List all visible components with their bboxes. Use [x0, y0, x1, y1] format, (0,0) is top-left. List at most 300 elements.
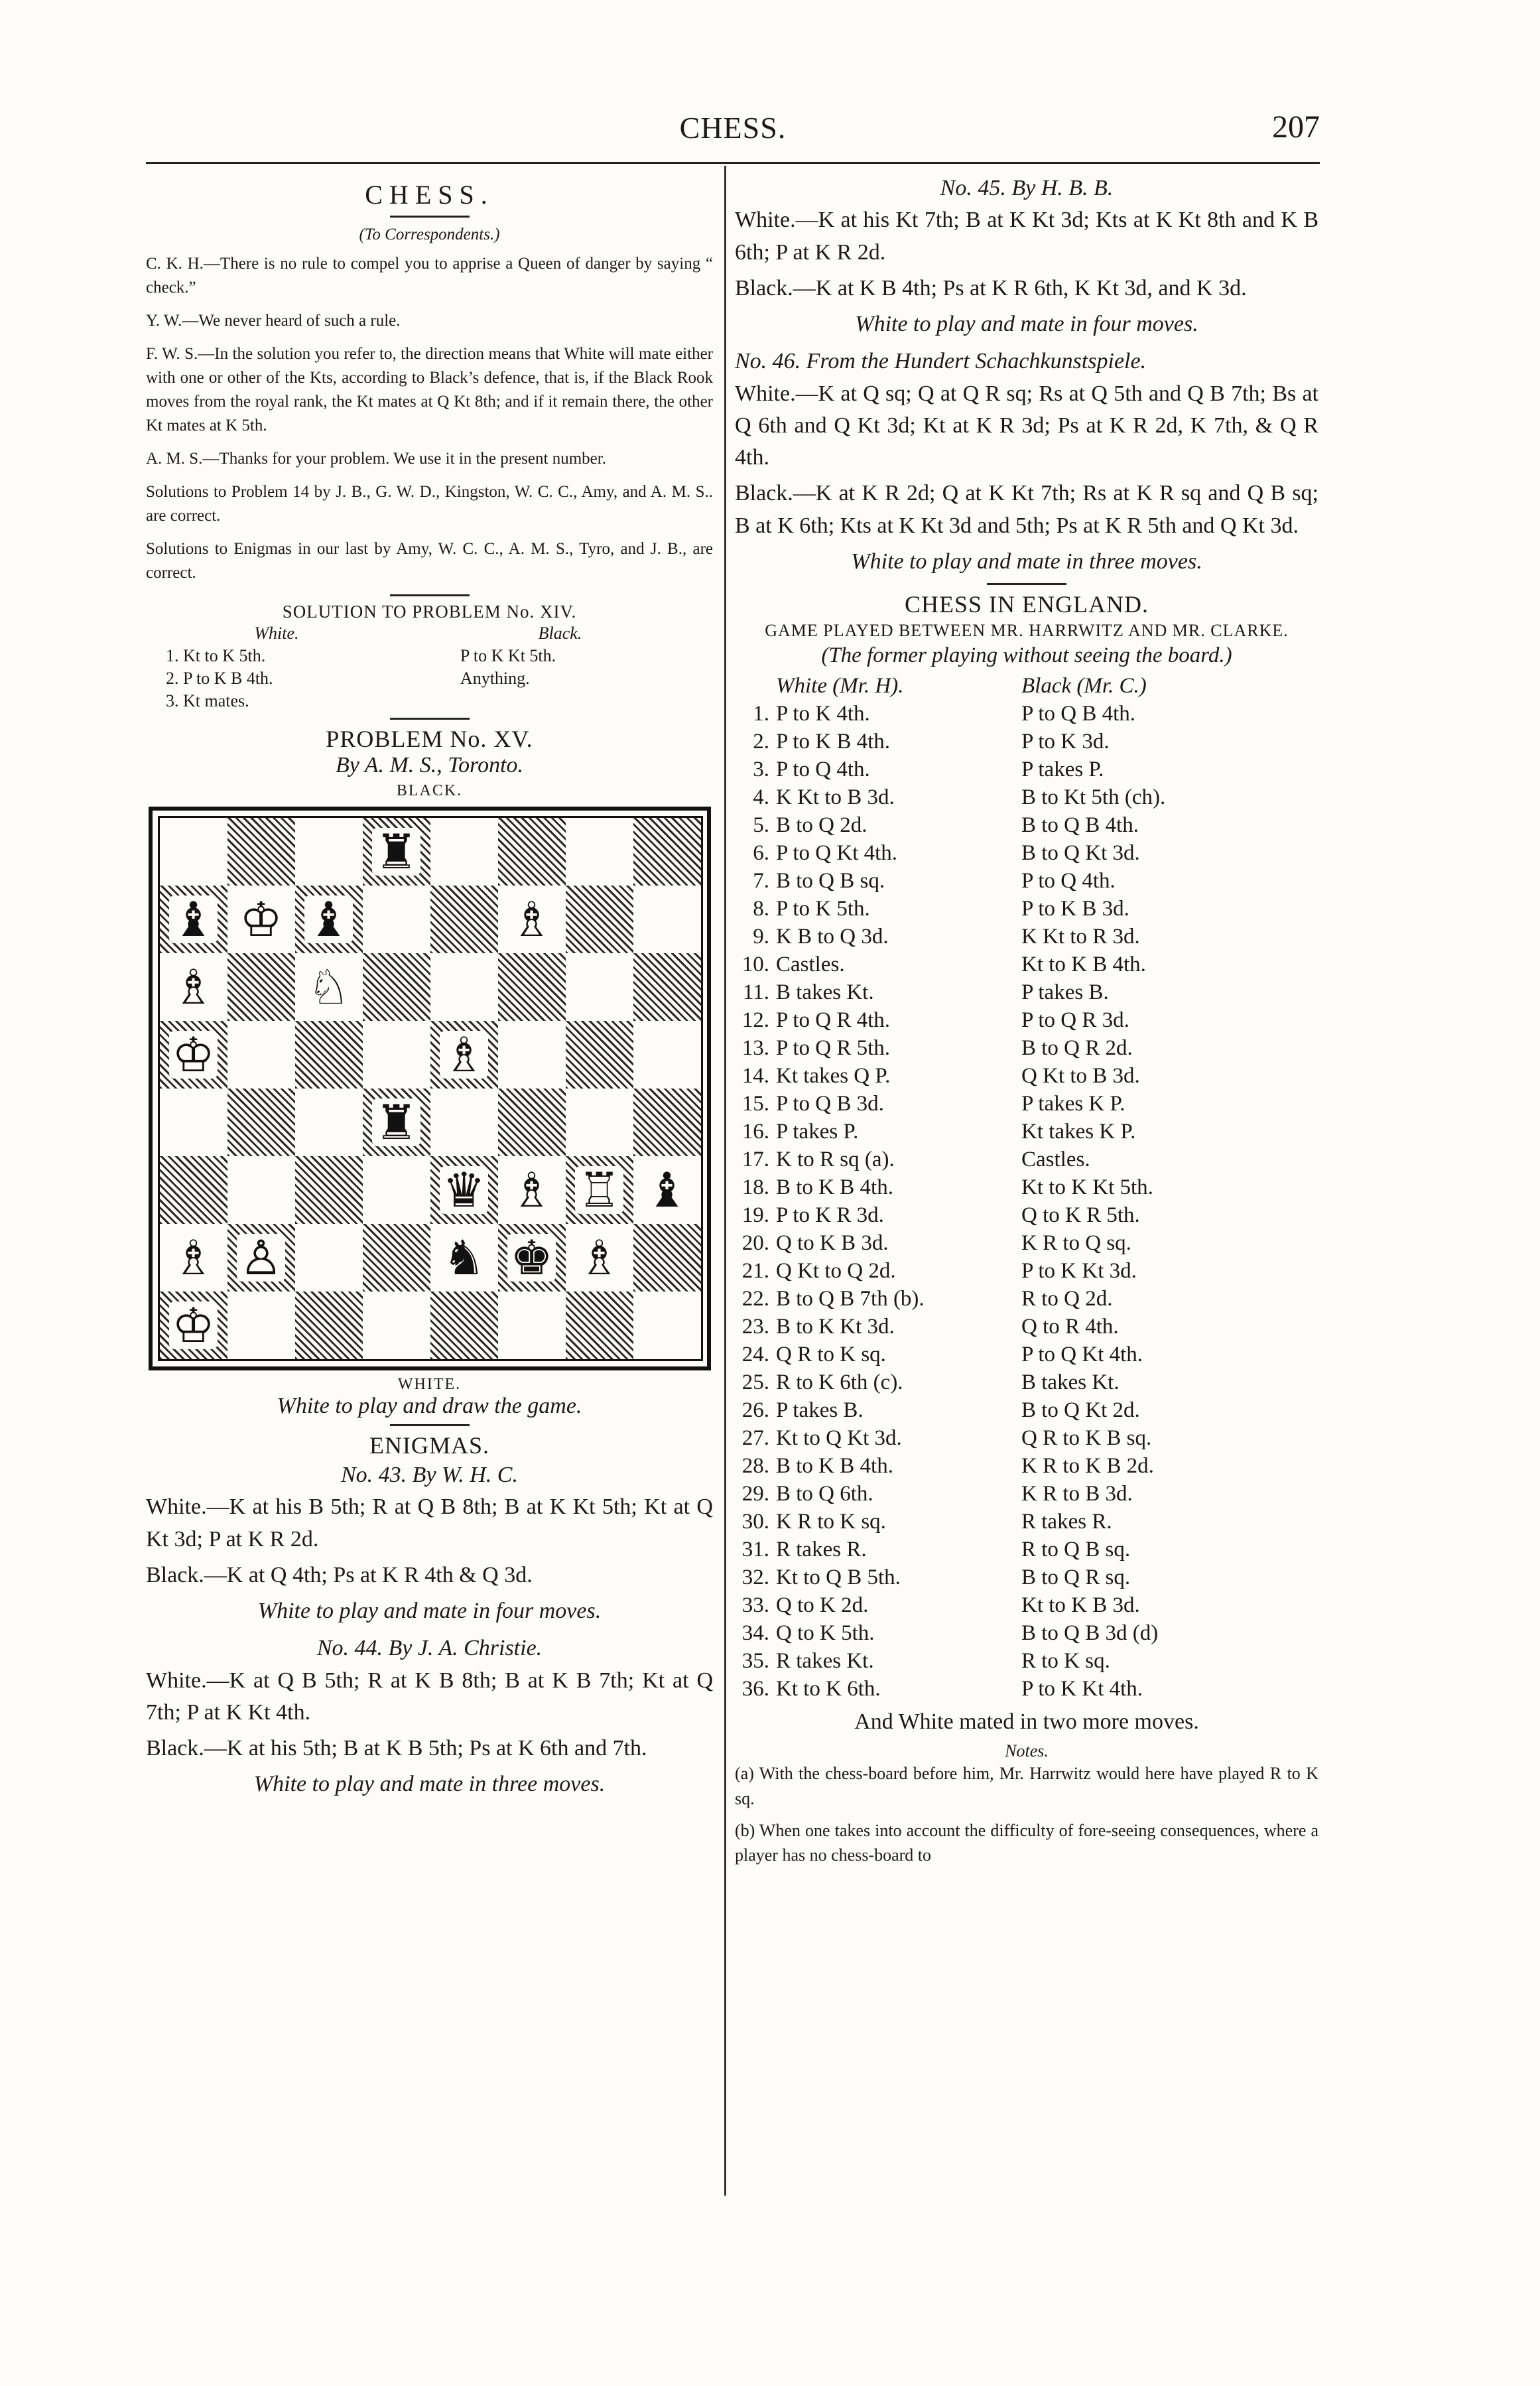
short-rule	[987, 583, 1066, 585]
chess-piece-icon: ♗	[578, 1230, 621, 1286]
game-move-row	[735, 700, 1318, 728]
game-header-row	[735, 672, 1318, 700]
board-square	[498, 1156, 566, 1224]
board-square	[227, 1156, 295, 1224]
correspondent-note: A. M. S.—Thanks for your problem. We use it in the present number.	[146, 450, 606, 468]
white-move: P to Q Kt 4th.	[776, 841, 898, 866]
white-move: R to K 6th (c).	[776, 1370, 903, 1395]
page-header	[146, 106, 1320, 159]
black-move: P takes K P.	[1021, 1092, 1125, 1116]
white-move: P to Q R 4th.	[776, 1008, 891, 1033]
move-number: 34.	[741, 1621, 769, 1646]
game-move-row	[735, 756, 1318, 783]
move-number: 33.	[741, 1593, 769, 1618]
board-square	[430, 1292, 498, 1359]
header-rule	[146, 162, 1320, 164]
board-square	[363, 1089, 430, 1156]
board-square	[227, 886, 295, 953]
board-square	[633, 886, 701, 953]
board-square	[227, 1021, 295, 1089]
game-move-row	[735, 1368, 1318, 1396]
board-square	[363, 818, 430, 886]
game-move-row	[735, 923, 1318, 951]
black-move: Q Kt to B 3d.	[1021, 1064, 1140, 1089]
game-move-row	[735, 1201, 1318, 1229]
board-square	[633, 1156, 701, 1224]
game-move-row	[735, 1647, 1318, 1675]
chess-piece-icon: ♘	[307, 959, 350, 1015]
board-square	[363, 953, 430, 1021]
solution-white-label: White.	[254, 624, 299, 643]
board-square	[498, 818, 566, 886]
move-number: 36.	[741, 1677, 769, 1701]
notes-title: Notes.	[1005, 1741, 1049, 1761]
problem-title: PROBLEM No. XV.	[326, 726, 533, 752]
chess-piece-icon: ♗	[172, 1230, 215, 1286]
move-number: 8.	[753, 897, 769, 921]
chess-diagram	[149, 807, 711, 1370]
board-square	[227, 953, 295, 1021]
move-number: 6.	[753, 841, 769, 866]
move-number: 1.	[753, 702, 769, 726]
board-square	[498, 1224, 566, 1292]
black-move: Q R to K B sq.	[1021, 1426, 1152, 1451]
white-move: Q to K 2d.	[776, 1593, 869, 1618]
black-move: Q to R 4th.	[1021, 1315, 1119, 1339]
black-move: B to Q B 4th.	[1021, 813, 1139, 838]
chess-board	[158, 816, 703, 1361]
board-square	[633, 1089, 701, 1156]
move-number: 3.	[753, 758, 769, 782]
column-divider	[724, 166, 726, 2196]
solution-row	[146, 667, 713, 690]
left-column	[146, 172, 713, 1801]
game-move-row	[735, 728, 1318, 756]
black-move: R takes R.	[1021, 1510, 1112, 1534]
black-move: B to Q Kt 2d.	[1021, 1398, 1140, 1423]
game-move-row	[735, 1675, 1318, 1703]
white-move: K B to Q 3d.	[776, 925, 889, 949]
correspondent-note: Solutions to Problem 14 by J. B., G. W. D., Kingston, W. C. C., Amy, and A. M. S.. are correct.	[146, 483, 713, 525]
white-move: P to Q R 5th.	[776, 1036, 891, 1061]
black-move: B to Q B 3d (d)	[1021, 1621, 1159, 1646]
black-move: P takes B.	[1021, 980, 1109, 1005]
game-move-row	[735, 1229, 1318, 1257]
board-square	[295, 1224, 363, 1292]
board-frame	[149, 807, 711, 1370]
white-move: R takes Kt.	[776, 1649, 874, 1674]
white-label: WHITE.	[397, 1376, 462, 1393]
chess-piece-icon: ♛	[440, 1166, 488, 1214]
game-move-row	[735, 1034, 1318, 1062]
enigma-task: White to play and mate in four moves.	[855, 312, 1198, 337]
black-move: K R to B 3d.	[1021, 1482, 1133, 1506]
problem-byline: By A. M. S., Toronto.	[335, 753, 524, 777]
black-move: Kt to K B 4th.	[1021, 953, 1146, 977]
black-move: K Kt to R 3d.	[1021, 925, 1140, 949]
enigma-44	[146, 1632, 713, 1800]
chess-piece-icon: ♖	[575, 1166, 623, 1214]
move-number: 28.	[741, 1454, 769, 1479]
white-move: Q to K B 3d.	[776, 1231, 889, 1256]
move-number: 22.	[741, 1287, 769, 1311]
black-move: P to Q R 3d.	[1021, 1008, 1129, 1033]
enigma-heading: No. 43. By W. H. C.	[341, 1463, 518, 1487]
move-number: 11.	[742, 980, 769, 1005]
board-square	[160, 818, 227, 886]
chess-piece-icon: ♝	[645, 1162, 688, 1218]
footnote: (a) With the chess-board before him, Mr. Harrwitz would here have played R to K sq.	[735, 1764, 1318, 1808]
game-move-row	[735, 783, 1318, 811]
white-move: B to Q 6th.	[776, 1482, 873, 1506]
black-move: Kt to K B 3d.	[1021, 1593, 1140, 1618]
black-move: P to K Kt 4th.	[1021, 1677, 1143, 1701]
board-square	[363, 886, 430, 953]
white-move: B to K B 4th.	[776, 1454, 893, 1479]
enigma-white: White.—K at Q sq; Q at Q R sq; Rs at Q 5th and Q B 7th; Bs at Q 6th and Q Kt 3d; Kt at K R 3d; Ps at K R 2d, K 7th, & Q R 4th.	[735, 381, 1318, 470]
game-title: CHESS IN ENGLAND.	[905, 591, 1149, 618]
game-move-row	[735, 1424, 1318, 1452]
game-move-row	[735, 1062, 1318, 1090]
black-move: Kt takes K P.	[1021, 1120, 1136, 1144]
board-square	[498, 886, 566, 953]
white-move: B takes Kt.	[776, 980, 874, 1005]
move-number: 2.	[753, 730, 769, 754]
game-conclusion: And White mated in two more moves.	[854, 1709, 1199, 1735]
game-move-row	[735, 1146, 1318, 1173]
enigma-heading: No. 44. By J. A. Christie.	[316, 1636, 543, 1661]
game-move-row	[735, 1396, 1318, 1424]
board-square	[633, 953, 701, 1021]
white-move: P to K B 4th.	[776, 730, 891, 754]
short-rule	[390, 216, 470, 218]
chess-piece-icon: ♙	[237, 1234, 285, 1282]
game-move-row	[735, 895, 1318, 923]
correspondent-note: Solutions to Enigmas in our last by Amy, W. C. C., A. M. S., Tyro, and J. B., are correct.	[146, 540, 713, 582]
black-player-heading: Black (Mr. C.)	[1021, 674, 1147, 698]
solution-black-label: Black.	[538, 624, 582, 643]
enigma-heading: No. 46. From the Hundert Schachkunstspiele.	[735, 349, 1147, 374]
correspondents-heading: (To Correspondents.)	[359, 226, 500, 243]
black-move: B to Q Kt 3d.	[1021, 841, 1140, 866]
enigma-heading: No. 45. By H. B. B.	[940, 176, 1114, 200]
board-square	[566, 886, 633, 953]
problem-caption: White to play and draw the game.	[277, 1394, 582, 1418]
move-number: 7.	[753, 869, 769, 894]
board-square	[160, 1224, 227, 1292]
short-rule	[390, 1424, 470, 1426]
board-square	[430, 1224, 498, 1292]
enigma-white: White.—K at his Kt 7th; B at K Kt 3d; Kts at K Kt 8th and K B 6th; P at K R 2d.	[735, 208, 1318, 265]
enigma-45	[735, 172, 1318, 340]
board-square	[566, 1224, 633, 1292]
white-move: P to K 4th.	[776, 702, 870, 726]
board-square	[566, 1089, 633, 1156]
white-move: B to Q B sq.	[776, 869, 885, 894]
running-title: CHESS.	[679, 111, 787, 145]
game-move-row	[735, 1563, 1318, 1591]
board-square	[566, 1021, 633, 1089]
black-move: B to Q R 2d.	[1021, 1036, 1133, 1061]
enigma-task: White to play and mate in three moves.	[253, 1772, 606, 1797]
white-move: K Kt to B 3d.	[776, 785, 895, 810]
black-move: Castles.	[1021, 1148, 1090, 1172]
enigma-white: White.—K at Q B 5th; R at K B 8th; B at K B 7th; Kt at Q 7th; P at K Kt 4th.	[146, 1668, 713, 1725]
white-move: K R to K sq.	[776, 1510, 886, 1534]
board-square	[633, 1021, 701, 1089]
short-rule	[390, 718, 470, 720]
white-player-heading: White (Mr. H).	[776, 674, 904, 698]
board-square	[160, 1021, 227, 1089]
board-square	[633, 1224, 701, 1292]
board-square	[160, 1089, 227, 1156]
black-move: B takes Kt.	[1021, 1370, 1120, 1395]
board-square	[160, 1156, 227, 1224]
board-square	[430, 1021, 498, 1089]
game-move-row	[735, 1452, 1318, 1480]
game-move-row	[735, 1341, 1318, 1368]
move-number: 4.	[753, 785, 769, 810]
enigmas-title: ENIGMAS.	[369, 1432, 489, 1459]
white-move: P takes B.	[776, 1398, 864, 1423]
move-number: 29.	[741, 1482, 769, 1506]
board-square	[160, 1292, 227, 1359]
board-square	[160, 886, 227, 953]
correspondents-list	[146, 252, 713, 585]
black-move: R to Q 2d.	[1021, 1287, 1113, 1311]
board-square	[295, 1021, 363, 1089]
right-column	[735, 172, 1318, 1875]
solution-white-move: 3. Kt mates.	[166, 691, 249, 710]
move-number: 15.	[741, 1092, 769, 1116]
solution-white-move: 2. P to K B 4th.	[166, 669, 273, 688]
game-move-row	[735, 1118, 1318, 1146]
correspondent-note: C. K. H.—There is no rule to compel you to apprise a Queen of danger by saying “ check.”	[146, 255, 713, 297]
chess-piece-icon: ♗	[510, 892, 553, 947]
correspondent-note: Y. W.—We never heard of such a rule.	[146, 312, 401, 330]
black-move: K R to K B 2d.	[1021, 1454, 1154, 1479]
board-square	[295, 953, 363, 1021]
chess-piece-icon: ♝	[169, 895, 218, 943]
game-move-row	[735, 811, 1318, 839]
game-move-row	[735, 1591, 1318, 1619]
move-number: 32.	[741, 1565, 769, 1590]
chess-piece-icon: ♝	[304, 895, 353, 943]
chess-piece-icon: ♜	[372, 1098, 420, 1146]
chess-piece-icon: ♗	[172, 959, 215, 1015]
short-rule	[390, 594, 470, 596]
solution-header-row	[146, 622, 713, 645]
solution-black-move: P to K Kt 5th.	[460, 646, 556, 665]
page-number: 207	[1272, 109, 1320, 145]
white-move: P to K R 3d.	[776, 1203, 884, 1228]
white-move: Kt to K 6th.	[776, 1677, 881, 1701]
chess-piece-icon: ♗	[510, 1162, 553, 1218]
chess-piece-icon: ♔	[169, 1031, 218, 1079]
board-square	[498, 953, 566, 1021]
black-move: P to Q B 4th.	[1021, 702, 1136, 726]
chess-piece-icon: ♔	[239, 892, 283, 947]
white-move: P takes P.	[776, 1120, 859, 1144]
board-square	[633, 1292, 701, 1359]
white-move: Kt to Q Kt 3d.	[776, 1426, 902, 1451]
white-move: P to Q 4th.	[776, 758, 870, 782]
board-square	[430, 953, 498, 1021]
move-number: 35.	[741, 1649, 769, 1674]
game-move-row	[735, 1257, 1318, 1285]
black-move: Kt to K Kt 5th.	[1021, 1175, 1153, 1200]
board-square	[295, 818, 363, 886]
game-move-row	[735, 1536, 1318, 1563]
game-moves-table	[735, 672, 1318, 1703]
enigma-task: White to play and mate in three moves.	[851, 549, 1202, 574]
black-move: R to Q B sq.	[1021, 1538, 1131, 1562]
solution-heading: SOLUTION TO PROBLEM No. XIV.	[282, 602, 577, 622]
game-move-row	[735, 978, 1318, 1006]
white-move: Castles.	[776, 953, 845, 977]
enigma-46	[735, 346, 1318, 578]
black-move: P to K Kt 3d.	[1021, 1259, 1137, 1284]
solution-table	[146, 622, 713, 712]
enigma-black: Black.—K at Q 4th; Ps at K R 4th & Q 3d.	[146, 1562, 533, 1587]
board-square	[227, 818, 295, 886]
move-number: 30.	[741, 1510, 769, 1534]
board-square	[566, 818, 633, 886]
game-move-row	[735, 1313, 1318, 1341]
white-move: Q Kt to Q 2d.	[776, 1259, 896, 1284]
solution-black-move: Anything.	[460, 669, 530, 688]
correspondent-note: F. W. S.—In the solution you refer to, the direction means that White will mate either with one or other of the Kts, according to Black’s defence, that is, if the Black Rook moves from the royal rank, the Kt mates at Q Kt 8th; and if it remain there, the other Kt mates at K 5th.	[146, 345, 713, 434]
board-square	[227, 1224, 295, 1292]
game-move-row	[735, 951, 1318, 978]
black-move: K R to Q sq.	[1021, 1231, 1131, 1256]
black-move: P to K B 3d.	[1021, 897, 1129, 921]
black-move: B to Kt 5th (ch).	[1021, 785, 1166, 810]
move-number: 13.	[741, 1036, 769, 1061]
chess-piece-icon: ♗	[440, 1031, 488, 1079]
white-move: B to K B 4th.	[776, 1175, 893, 1200]
white-move: P to Q B 3d.	[776, 1092, 884, 1116]
board-square	[160, 953, 227, 1021]
move-number: 12.	[741, 1008, 769, 1033]
move-number: 21.	[741, 1259, 769, 1284]
move-number: 9.	[753, 925, 769, 949]
move-number: 17.	[741, 1148, 769, 1172]
move-number: 19.	[741, 1203, 769, 1228]
board-square	[430, 886, 498, 953]
black-label: BLACK.	[396, 782, 463, 799]
move-number: 14.	[741, 1064, 769, 1089]
move-number: 20.	[741, 1231, 769, 1256]
move-number: 23.	[741, 1315, 769, 1339]
board-square	[498, 1292, 566, 1359]
enigma-task: White to play and mate in four moves.	[257, 1599, 602, 1624]
board-square	[430, 1089, 498, 1156]
board-square	[363, 1224, 430, 1292]
game-move-row	[735, 1173, 1318, 1201]
board-square	[363, 1292, 430, 1359]
board-square	[566, 1292, 633, 1359]
black-move: Q to K R 5th.	[1021, 1203, 1140, 1228]
board-square	[566, 1156, 633, 1224]
move-number: 10.	[741, 953, 769, 977]
black-move: P to Q 4th.	[1021, 869, 1116, 894]
game-move-row	[735, 1508, 1318, 1536]
board-square	[633, 818, 701, 886]
solution-white-move: 1. Kt to K 5th.	[166, 646, 266, 665]
move-number: 5.	[753, 813, 769, 838]
white-move: B to K Kt 3d.	[776, 1315, 895, 1339]
game-move-row	[735, 1090, 1318, 1118]
game-move-row	[735, 867, 1318, 895]
game-move-row	[735, 1006, 1318, 1034]
board-square	[363, 1156, 430, 1224]
enigma-black: Black.—K at his 5th; B at K B 5th; Ps at K 6th and 7th.	[146, 1736, 647, 1761]
board-square	[363, 1021, 430, 1089]
game-move-row	[735, 1285, 1318, 1313]
board-square	[295, 1156, 363, 1224]
move-number: 27.	[741, 1426, 769, 1451]
enigma-white: White.—K at his B 5th; R at Q B 8th; B at K Kt 5th; Kt at Q Kt 3d; P at K R 2d.	[146, 1494, 713, 1552]
white-move: Q to K 5th.	[776, 1621, 875, 1646]
chess-piece-icon: ♚	[507, 1234, 556, 1282]
solution-row	[146, 690, 713, 712]
section-title: CHESS.	[365, 180, 494, 210]
board-square	[295, 1089, 363, 1156]
chess-piece-icon: ♞	[442, 1230, 485, 1286]
board-square	[227, 1089, 295, 1156]
white-move: P to K 5th.	[776, 897, 870, 921]
game-subtitle: GAME PLAYED BETWEEN MR. HARRWITZ AND MR. CLARKE.	[765, 621, 1289, 641]
white-move: Q R to K sq.	[776, 1343, 886, 1367]
white-move: B to Q 2d.	[776, 813, 867, 838]
move-number: 16.	[741, 1120, 769, 1144]
white-move: Kt takes Q P.	[776, 1064, 891, 1089]
game-move-row	[735, 1619, 1318, 1647]
black-move: P to K 3d.	[1021, 730, 1110, 754]
footnote: (b) When one takes into account the difficulty of fore-seeing consequences, where a player has no chess-board to	[735, 1820, 1318, 1865]
board-square	[498, 1021, 566, 1089]
board-square	[227, 1292, 295, 1359]
enigma-43	[146, 1459, 713, 1627]
black-move: P takes P.	[1021, 758, 1104, 782]
enigma-black: Black.—K at K B 4th; Ps at K R 6th, K Kt 3d, and K 3d.	[735, 275, 1247, 300]
board-square	[295, 1292, 363, 1359]
move-number: 26.	[741, 1398, 769, 1423]
footnotes	[735, 1761, 1318, 1868]
solution-black-move	[407, 690, 713, 712]
move-number: 24.	[741, 1343, 769, 1367]
game-note: (The former playing without seeing the board.)	[821, 643, 1232, 668]
board-square	[430, 818, 498, 886]
board-square	[498, 1089, 566, 1156]
board-square	[430, 1156, 498, 1224]
solution-row	[146, 645, 713, 667]
enigma-black: Black.—K at K R 2d; Q at K Kt 7th; Rs at K R sq and Q B sq; B at K 6th; Kts at K Kt 3d and 5th; Ps at K R 5th and Q Kt 3d.	[735, 481, 1318, 538]
game-move-row	[735, 839, 1318, 867]
white-move: Kt to Q B 5th.	[776, 1565, 901, 1590]
chess-piece-icon: ♜	[372, 828, 420, 876]
move-number: 18.	[741, 1175, 769, 1200]
black-move: B to Q R sq.	[1021, 1565, 1131, 1590]
black-move: R to K sq.	[1021, 1649, 1110, 1674]
white-move: R takes R.	[776, 1538, 867, 1562]
chess-piece-icon: ♔	[169, 1301, 218, 1349]
board-square	[566, 953, 633, 1021]
move-number: 31.	[741, 1538, 769, 1562]
white-move: K to R sq (a).	[776, 1148, 895, 1172]
board-square	[295, 886, 363, 953]
